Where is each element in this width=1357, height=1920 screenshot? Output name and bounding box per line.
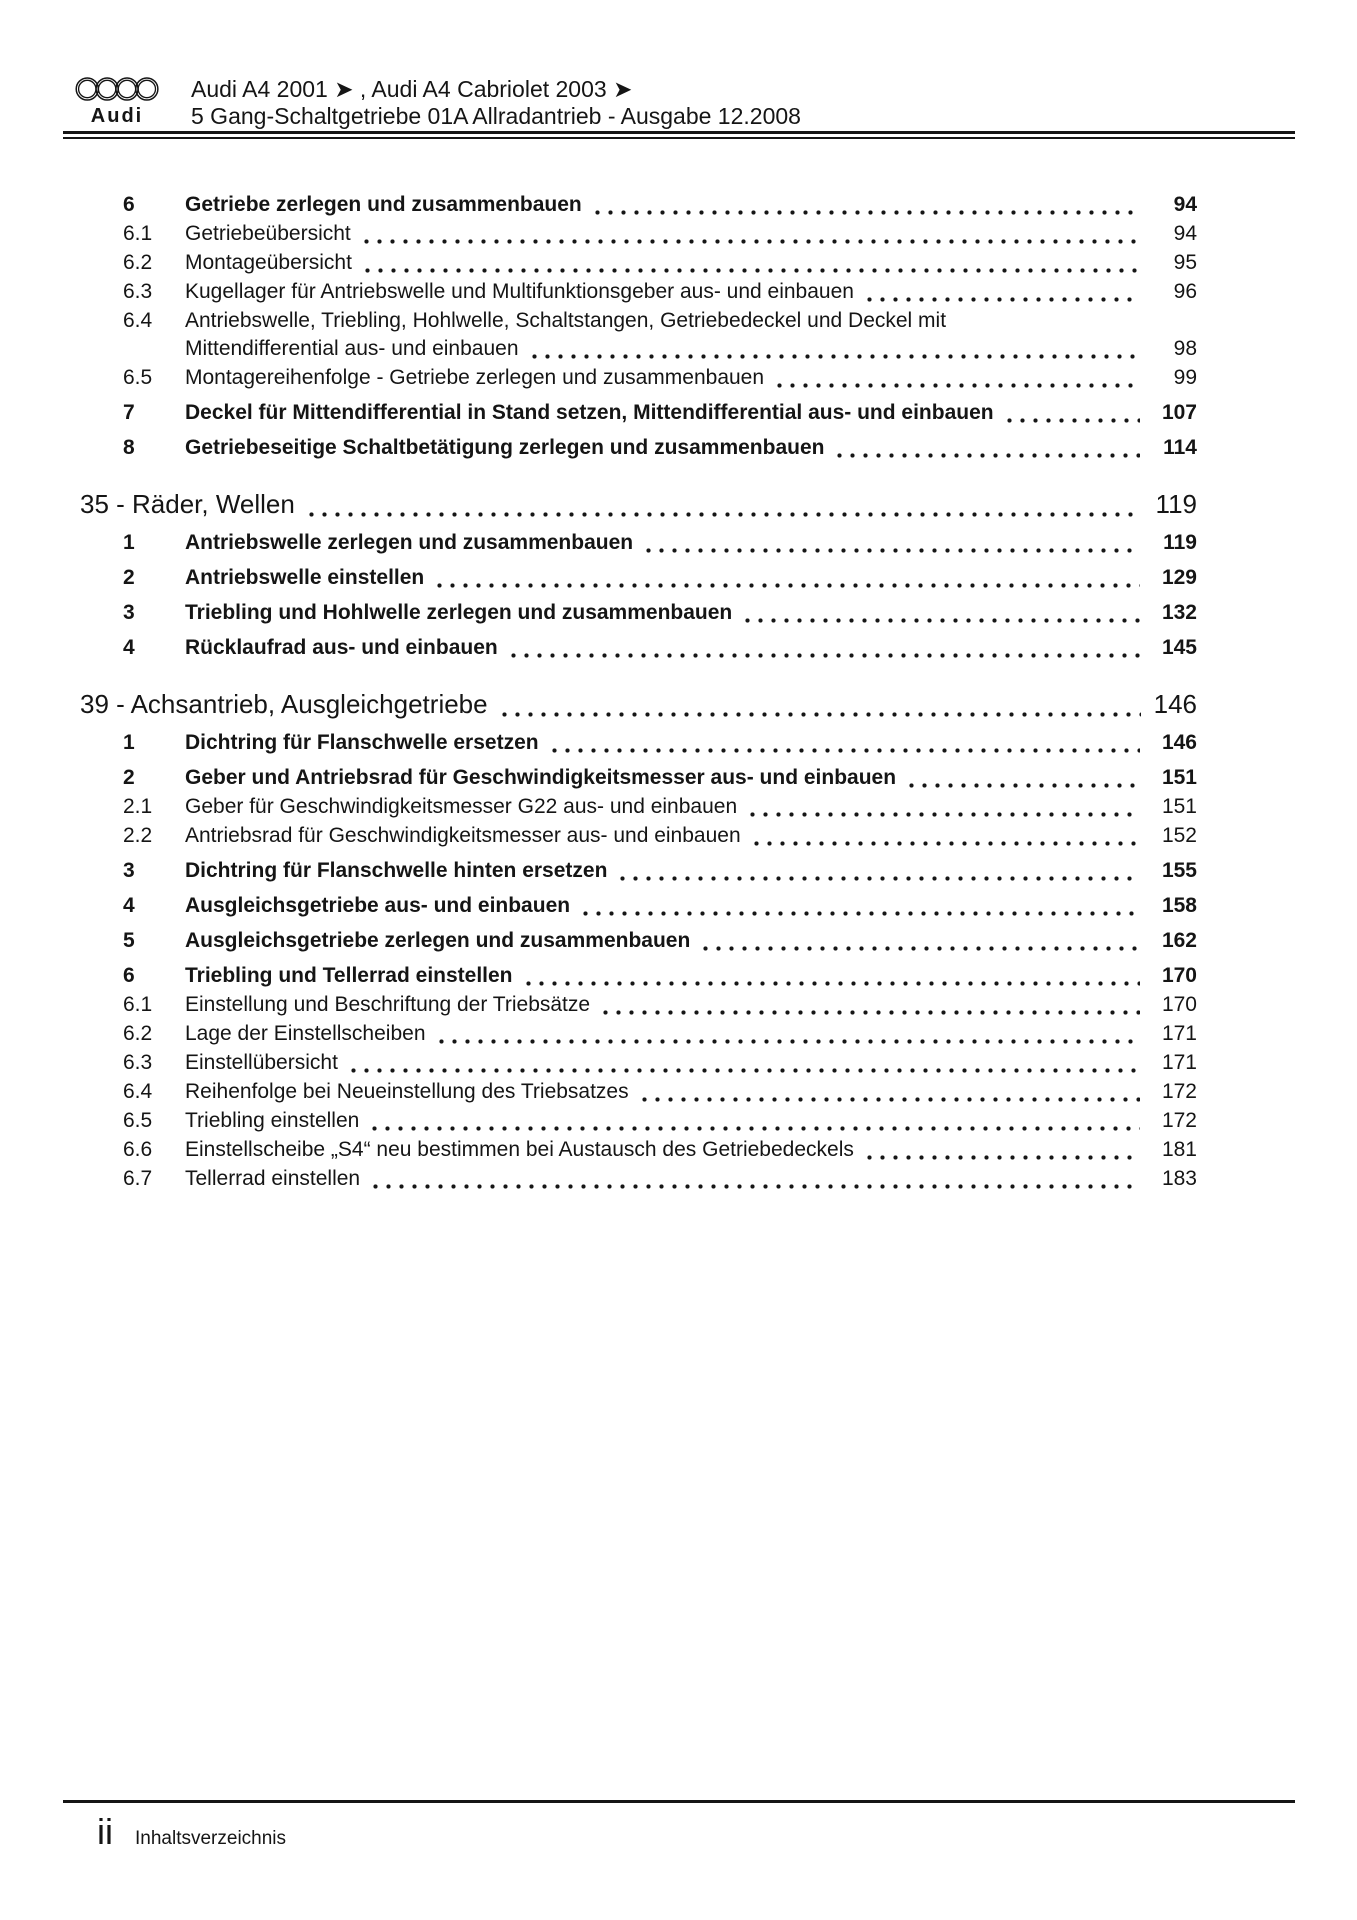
toc-entry-page: 162 xyxy=(1161,929,1197,952)
toc-entry-number: 6.3 xyxy=(123,280,153,303)
toc-entry xyxy=(63,793,1197,821)
dot-leader xyxy=(754,841,1140,846)
toc-entry-page: 119 xyxy=(1163,531,1197,554)
dot-leader xyxy=(373,1184,1140,1189)
toc-section-page: 119 xyxy=(1155,489,1197,519)
toc-entry-page: 172 xyxy=(1161,1109,1197,1132)
toc-entry-number: 2.1 xyxy=(123,795,153,818)
toc-entry-title: Tellerrad einstellen xyxy=(185,1167,361,1190)
toc-entry-page: 172 xyxy=(1161,1080,1197,1103)
toc-entry xyxy=(63,1078,1197,1106)
dot-leader xyxy=(502,712,1141,717)
toc-entry-title: Triebling und Tellerrad einstellen xyxy=(185,964,513,987)
toc-entry xyxy=(63,307,1197,335)
toc-entry-page: 171 xyxy=(1161,1022,1197,1045)
toc-entry-title: Dichtring für Flanschwelle hinten ersetzen xyxy=(185,859,608,882)
dot-leader xyxy=(532,354,1140,359)
toc-entry-title: Einstellübersicht xyxy=(185,1051,338,1074)
toc-entry-title: Getriebeseitige Schaltbetätigung zerlegen und zusammenbauen xyxy=(185,436,825,459)
toc-section-label: 39 - Achsantrieb, Ausgleichgetriebe xyxy=(80,689,488,719)
toc-entry xyxy=(63,564,1197,592)
toc-entry-title: Mittendifferential aus- und einbauen xyxy=(185,337,519,360)
toc-entry-number: 1 xyxy=(123,731,135,754)
toc-entry-number: 6.3 xyxy=(123,1051,153,1074)
toc-entry-page: 158 xyxy=(1161,894,1197,917)
audi-rings-icon xyxy=(75,74,159,104)
toc-entry-number: 2 xyxy=(123,766,135,789)
dot-leader xyxy=(703,946,1140,951)
toc-entry-number: 1 xyxy=(123,531,135,554)
toc-entry-number: 6.2 xyxy=(123,1022,153,1045)
toc-entry xyxy=(63,399,1197,427)
toc-entry xyxy=(63,364,1197,392)
toc-section-heading xyxy=(63,686,1197,722)
toc-entry-title: Geber und Antriebsrad für Geschwindigkeitsmesser aus- und einbauen xyxy=(185,766,897,789)
toc-entry-number: 6.1 xyxy=(123,993,153,1016)
toc-entry-page: 96 xyxy=(1173,280,1197,303)
toc-entry-page: 151 xyxy=(1161,795,1197,818)
toc-entry-title: Geber für Geschwindigkeitsmesser G22 aus- und einbauen xyxy=(185,795,738,818)
toc-entry-title: Montagereihenfolge - Getriebe zerlegen und zusammenbauen xyxy=(185,366,765,389)
toc-entry-number: 6.2 xyxy=(123,251,153,274)
dot-leader xyxy=(867,1155,1140,1160)
toc-entry-page: 94 xyxy=(1173,222,1197,245)
toc-entry-page: 183 xyxy=(1161,1167,1197,1190)
dot-leader xyxy=(552,748,1140,753)
toc-entry-page: 146 xyxy=(1161,731,1197,754)
toc-entry-number: 4 xyxy=(123,894,135,917)
dot-leader xyxy=(372,1126,1140,1131)
toc-entry-title: Rücklaufrad aus- und einbauen xyxy=(185,636,498,659)
dot-leader xyxy=(364,239,1140,244)
header-text xyxy=(191,74,801,130)
toc-entry-continuation xyxy=(63,335,1197,363)
page-header xyxy=(63,74,1295,130)
page-footer xyxy=(97,1810,286,1854)
dot-leader xyxy=(595,210,1140,215)
toc-entry-page: 94 xyxy=(1173,193,1197,216)
dot-leader xyxy=(837,453,1140,458)
footer-section-label: Inhaltsverzeichnis xyxy=(135,1828,287,1849)
toc-section-heading xyxy=(63,486,1197,522)
footer-page-number: ii xyxy=(97,1811,113,1852)
toc-entry-page: 99 xyxy=(1173,366,1197,389)
dot-leader xyxy=(745,618,1140,623)
toc-entry xyxy=(63,729,1197,757)
toc-entry xyxy=(63,529,1197,557)
dot-leader xyxy=(642,1097,1140,1102)
toc-entry-page: 171 xyxy=(1161,1051,1197,1074)
toc-entry xyxy=(63,764,1197,792)
toc-entry-number: 5 xyxy=(123,929,135,952)
toc-entry-title: Ausgleichsgetriebe zerlegen und zusammenbauen xyxy=(185,929,691,952)
toc-entry-title: Montageübersicht xyxy=(185,251,352,274)
toc-entry-title: Ausgleichsgetriebe aus- und einbauen xyxy=(185,894,571,917)
toc-entry-title: Reihenfolge bei Neueinstellung des Triebsatzes xyxy=(185,1080,629,1103)
toc-entry xyxy=(63,1107,1197,1135)
dot-leader xyxy=(750,812,1140,817)
toc-entry-number: 6.5 xyxy=(123,366,153,389)
dot-leader xyxy=(909,783,1140,788)
toc-entry-number: 6 xyxy=(123,193,135,216)
toc-entry xyxy=(63,1020,1197,1048)
toc-entry-number: 6.6 xyxy=(123,1138,153,1161)
toc-entry xyxy=(63,599,1197,627)
dot-leader xyxy=(437,583,1140,588)
toc-entry-title: Getriebeübersicht xyxy=(185,222,351,245)
dot-leader xyxy=(1007,418,1140,423)
dot-leader xyxy=(351,1068,1140,1073)
header-rule xyxy=(63,131,1295,139)
toc-entry xyxy=(63,220,1197,248)
toc-entry-number: 6.4 xyxy=(123,309,153,332)
toc-entry-page: 98 xyxy=(1173,337,1197,360)
toc-entry-page: 151 xyxy=(1161,766,1197,789)
dot-leader xyxy=(439,1039,1141,1044)
toc-entry-title: Antriebswelle einstellen xyxy=(185,566,425,589)
dot-leader xyxy=(603,1010,1140,1015)
toc-entry xyxy=(63,927,1197,955)
toc-entry-title: Antriebswelle, Triebling, Hohlwelle, Schaltstangen, Getriebedeckel und Deckel mit xyxy=(185,309,947,332)
toc-entry-title: Antriebsrad für Geschwindigkeitsmesser aus- und einbauen xyxy=(185,824,741,847)
toc-entry-page: 170 xyxy=(1161,993,1197,1016)
dot-leader xyxy=(365,268,1140,273)
toc-entry-number: 3 xyxy=(123,601,135,624)
dot-leader xyxy=(511,653,1140,658)
toc-entry-title: Lage der Einstellscheiben xyxy=(185,1022,426,1045)
toc-section-label: 35 - Räder, Wellen xyxy=(80,489,295,519)
dot-leader xyxy=(777,383,1140,388)
toc-entry-title: Deckel für Mittendifferential in Stand setzen, Mittendifferential aus- und einbauen xyxy=(185,401,994,424)
toc-entry-number: 2.2 xyxy=(123,824,153,847)
toc-entry-number: 4 xyxy=(123,636,135,659)
toc-entry-page: 132 xyxy=(1161,601,1197,624)
toc-entry xyxy=(63,1136,1197,1164)
toc-entry-title: Dichtring für Flanschwelle ersetzen xyxy=(185,731,539,754)
toc-entry-title: Kugellager für Antriebswelle und Multifunktionsgeber aus- und einbauen xyxy=(185,280,854,303)
header-model-line: Audi A4 2001 ➤ , Audi A4 Cabriolet 2003 ➤ xyxy=(191,76,633,102)
toc-entry xyxy=(63,434,1197,462)
toc-entry xyxy=(63,249,1197,277)
dot-leader xyxy=(309,512,1141,517)
toc-entry xyxy=(63,634,1197,662)
toc-entry-page: 155 xyxy=(1161,859,1197,882)
header-subtitle-line: 5 Gang-Schaltgetriebe 01A Allradantrieb - Ausgabe 12.2008 xyxy=(191,103,801,129)
toc-entry-page: 129 xyxy=(1161,566,1197,589)
toc-entry-page: 152 xyxy=(1161,824,1197,847)
dot-leader xyxy=(620,876,1140,881)
toc-entry-number: 7 xyxy=(123,401,135,424)
toc-entry-title: Antriebswelle zerlegen und zusammenbauen xyxy=(185,531,634,554)
footer-rule xyxy=(63,1800,1295,1803)
toc-entry-page: 181 xyxy=(1161,1138,1197,1161)
toc-entry xyxy=(63,857,1197,885)
toc-entry-page: 95 xyxy=(1173,251,1197,274)
toc-entry-title: Einstellung und Beschriftung der Triebsätze xyxy=(185,993,591,1016)
toc-entry-title: Getriebe zerlegen und zusammenbauen xyxy=(185,193,582,216)
toc-section-page: 146 xyxy=(1153,689,1197,719)
audi-logo xyxy=(63,74,191,128)
toc-entry xyxy=(63,822,1197,850)
dot-leader xyxy=(526,981,1140,986)
toc-entry xyxy=(63,1049,1197,1077)
toc-entry-number: 6.5 xyxy=(123,1109,153,1132)
toc-entry-title: Triebling einstellen xyxy=(185,1109,360,1132)
toc-entry xyxy=(63,278,1197,306)
toc-entry-page: 114 xyxy=(1163,436,1197,459)
toc-entry-number: 6.1 xyxy=(123,222,153,245)
toc-entry-number: 8 xyxy=(123,436,135,459)
toc-entry-page: 107 xyxy=(1161,401,1197,424)
toc-entry-title: Einstellscheibe „S4“ neu bestimmen bei Austausch des Getriebedeckels xyxy=(185,1138,854,1161)
toc-entry-page: 145 xyxy=(1161,636,1197,659)
toc-entry-number: 3 xyxy=(123,859,135,882)
toc-entry-number: 6.4 xyxy=(123,1080,153,1103)
dot-leader xyxy=(583,911,1140,916)
dot-leader xyxy=(867,297,1140,302)
toc-entry-number: 6 xyxy=(123,964,135,987)
toc-entry xyxy=(63,191,1197,219)
toc-entry xyxy=(63,892,1197,920)
dot-leader xyxy=(646,548,1140,553)
toc-entry-title: Triebling und Hohlwelle zerlegen und zusammenbauen xyxy=(185,601,733,624)
toc-entry xyxy=(63,991,1197,1019)
toc-entry-number: 6.7 xyxy=(123,1167,153,1190)
audi-wordmark: Audi xyxy=(90,105,144,127)
toc xyxy=(63,184,1197,1193)
toc-entry-number: 2 xyxy=(123,566,135,589)
toc-entry xyxy=(63,962,1197,990)
toc-entry xyxy=(63,1165,1197,1193)
toc-entry-page: 170 xyxy=(1161,964,1197,987)
